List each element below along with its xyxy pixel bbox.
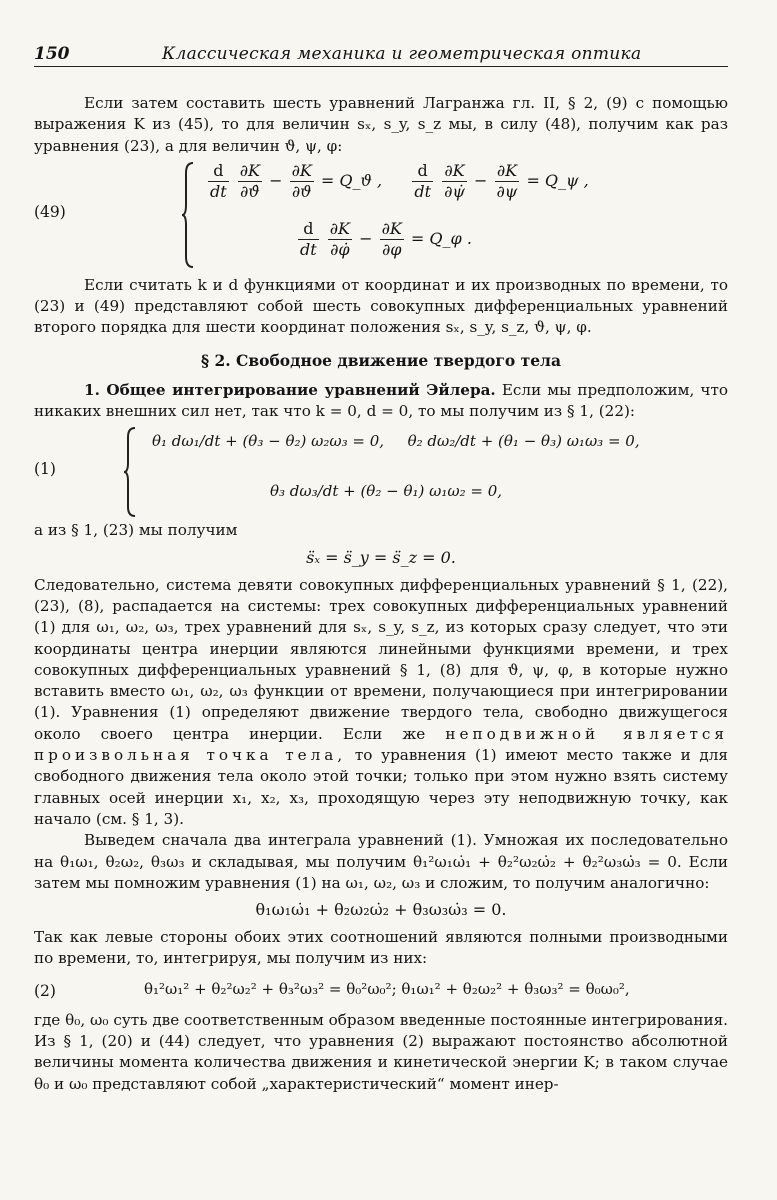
equation-rhs: = Q_φ . — [410, 228, 472, 248]
page — [34, 38, 728, 1095]
paragraph-system-split — [34, 575, 728, 831]
equation-49-line1: $\frac{d}{dt}$ $\frac{\partial K}{\partial ϑ̇}$ − $\frac{\partial K}{\partial ϑ}$ = Q_ϑ , $\frac{d}{dt}$ $\frac{\partial K}{\partial\psi̇}$ − $\frac{\partial K}{\partial\psi}$ = Q_ψ , — [210, 160, 589, 201]
paragraph-text: Если мы предположим, что никаких внешних сил нет, так что k = 0, d = 0, то мы получим из § 1, (22): — [34, 380, 728, 421]
left-brace-icon — [124, 426, 138, 518]
equation-2-body: θ₁²ω₁² + θ₂²ω₂² + θ₃²ω₃² = θ₀²ω₀²; θ₁ω₁² + θ₂ω₂² + θ₃ω₃² = θ₀ω₀², — [144, 979, 630, 998]
equation-2 — [34, 970, 728, 1010]
equation-term: θ₂ dω₂/dt + (θ₁ − θ₃) ω₁ω₃ = 0, — [407, 432, 640, 451]
running-header — [34, 38, 728, 67]
paragraph-short: а из § 1, (23) мы получим — [34, 521, 238, 540]
equation-energy-sum: θ₁ω₁ω̇₁ + θ₂ω₂ω̇₂ + θ₃ω₃ω̇₃ = 0. — [255, 900, 507, 920]
paragraph-total-derivatives: Так как левые стороны обоих этих соотношений являются полными производными по времени, то, интегрируя, мы получим из них: — [34, 928, 728, 968]
paragraph-euler-intro — [34, 380, 728, 423]
subsection-heading: 1. Общее интегрирование уравнений Эйлера. — [84, 380, 496, 399]
equation-49 — [34, 157, 728, 275]
paragraph-text: Следовательно, система девяти совокупных дифференциальных уравнений § 1, (22), (23), (8), распадается на системы: трех совокупных дифференциальных уравнений (1) для ω₁, ω₂, ω₃, трех уравнений для sₓ, s_y, s_z, из которых сразу следует, что эти координаты центра инерции являются линейными функциями времени, и трех совокупных дифференциальных уравнений § 1, (8) для ϑ, ψ, φ, в которые нужно вставить вместо ω₁, ω₂, ω₃ функции от времени, получающиеся при интегрировании (1). Уравнения (1) определяют движение твердого тела, свободно движущегося около своего центра инерции. Если же — [34, 575, 728, 743]
emphasized-text: неподвижной является произвольная точка тела, — [34, 724, 729, 765]
equation-49-line2: $\frac{d}{dt}$ $\frac{\partial K}{\partial\varphi̇}$ − $\frac{\partial K}{\partial\varphi}$ = Q_φ . — [300, 218, 472, 259]
equation-s-acceleration: s̈ₓ = s̈_y = s̈_z = 0. — [306, 547, 456, 567]
paragraph-lagrange: Если затем составить шесть уравнений Лагранжа гл. II, § 2, (9) с помощью выражения K из (45), то для величин sₓ, s_y, s_z мы, в силу (48), получим как раз уравнения (23), а для величин ϑ, ψ, φ: — [34, 94, 728, 155]
equation-term: θ₁ dω₁/dt + (θ₃ − θ₂) ω₂ω₃ = 0, — [152, 432, 385, 451]
equation-1-line1 — [152, 432, 640, 450]
running-title: Классическая механика и геометрическая оптика — [162, 44, 642, 64]
equation-rhs: = Q_ψ , — [526, 170, 589, 190]
paragraph-coupled-equations: Если считать k и d функциями от координат и их производных по времени, то (23) и (49) представляют собой шесть совокупных дифференциальных уравнений второго порядка для шести координат положения sₓ, s_y, s_z, ϑ, ψ, φ. — [34, 275, 728, 337]
left-brace-icon — [182, 161, 196, 269]
equation-label: (1) — [34, 460, 56, 479]
paragraph-integrals: Выведем сначала два интеграла уравнений (1). Умножая их последовательно на θ₁ω₁, θ₂ω₂, θ₃ω₃ и складывая, мы получим θ₁²ω₁ω̇₁ + θ₂²ω₂ω̇₂ + θ₂²ω₃ω̇₃ = 0. Если затем мы помножим уравнения (1) на ω₁, ω₂, ω₃ и сложим, то получим аналогично: — [34, 831, 728, 892]
equation-1-line2: θ₃ dω₃/dt + (θ₂ − θ₁) ω₁ω₂ = 0, — [270, 482, 503, 501]
page-number: 150 — [34, 44, 70, 64]
equation-label: (2) — [34, 981, 56, 1000]
paragraph-constants: где θ₀, ω₀ суть две соответственным образом введенные постоянные интегрирования. Из § 1, (20) и (44) следует, что уравнения (2) выражают постоянство абсолютной величины момента количества движения и кинетической энергии K; в таком случае θ₀ и ω₀ представляют собой „характеристический“ момент инер- — [34, 1010, 728, 1093]
equation-rhs: = Q_ϑ , — [320, 170, 383, 190]
equation-1 — [34, 424, 728, 520]
section-title: § 2. Свободное движение твердого тела — [200, 350, 562, 370]
paragraph-text: то уравнения (1) имеют место также и для свободного движения тела около этой точки; только при этом нужно взять систему главных осей инерции x₁, x₂, x₃, проходящую через эту неподвижную точку, как начало (см. § 1, 3). — [34, 746, 728, 828]
equation-label: (49) — [34, 202, 66, 221]
